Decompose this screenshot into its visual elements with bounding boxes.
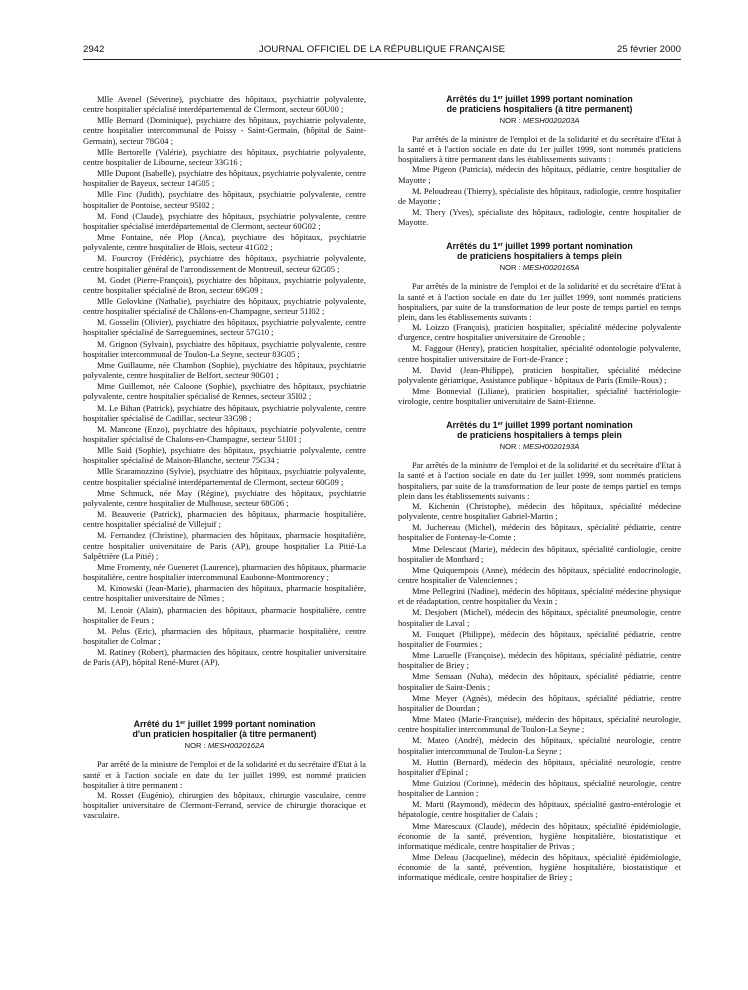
appointment-entry: M. Marti (Raymond), médecin des hôpitaux, spécialité gastro-entérologie et hépatologie, centre hospitalier de Calais ; (398, 799, 681, 820)
appointment-entry: M. Fernandez (Christine), pharmacien des hôpitaux, pharmacie hospitalière, centre hospitalier universitaire de Paris (AP), groupe hospitalier La Pitié-La Salpêtrière (La Pitié) ; (83, 530, 366, 561)
section-heading (398, 420, 681, 430)
appointment-entry: Mme Mateo (Marie-Françoise), médecin des hôpitaux, spécialité neurologie, centre hospitalier intercommunal de Toulon-La Seyne ; (398, 714, 681, 735)
appointment-entry: M. Godet (Pierre-François), psychiatre des hôpitaux, psychiatrie polyvalente, centre hospitalier spécialisé de Bron, secteur 69G09 ; (83, 274, 366, 295)
issue-date: 25 février 2000 (617, 44, 681, 55)
appointment-entry: M. Peloudreau (Thierry), spécialiste des hôpitaux, radiologie, centre hospitalier de Mayotte ; (398, 185, 681, 206)
decree-intro: Par arrêtés de la ministre de l'emploi et de la solidarité et du secrétaire d'Etat à la santé et à l'action sociale en date du 1er juillet 1999, sont nommés praticiens hospitaliers, par suite de la transformation de leur poste de temps partiel en temps plein dans les établissements suivants : (398, 460, 681, 501)
heading-text: juillet 1999 portant nomination (185, 719, 316, 730)
decree-intro: Par arrêté de la ministre de l'emploi et de la solidarité et du secrétaire d'Etat à la santé et à l'action sociale en date du 1er juillet 1999, est nommé praticien hospitalier à titre permanent : (83, 759, 366, 790)
appointment-entry: Mme Guillemot, née Caloone (Sophie), psychiatre des hôpitaux, psychiatrie polyvalente, centre hospitalier spécialisé de Rennes, secteur 35I02 ; (83, 381, 366, 402)
appointment-entry: M. Mateo (André), médecin des hôpitaux, spécialité neurologie, centre hospitalier intercommunal de Toulon-La Seyne ; (398, 735, 681, 756)
section-subheading: de praticiens hospitaliers à temps plein (457, 251, 622, 262)
heading-ordinal: er (497, 421, 503, 428)
nor-label: NOR : (499, 442, 523, 452)
appointment-entry: M. Loizzo (François), praticien hospitalier, spécialité médecine polyvalente d'urgence, centre hospitalier universitaire de Grenoble ; (398, 322, 681, 343)
appointment-entry: Mlle Finc (Judith), psychiatre des hôpitaux, psychiatrie polyvalente, centre hospitalier de Pontoise, secteur 95I02 ; (83, 189, 366, 210)
appointment-entry: M. Gosselin (Olivier), psychiatre des hôpitaux, psychiatrie polyvalente, centre hospitalier spécialisé de Sarreguemines, secteur 57G10 ; (83, 317, 366, 338)
header-rule (83, 59, 681, 60)
page-header (83, 44, 681, 58)
nor-label: NOR : (499, 116, 523, 125)
nor-reference (398, 263, 681, 273)
decree-section (398, 241, 681, 406)
appointment-entry: Mme Guiziou (Corinne), médecin des hôpitaux, spécialité neurologie, centre hospitalier de Lannion ; (398, 777, 681, 799)
appointment-entry: Mme Schmuck, née May (Régine), psychiatre des hôpitaux, psychiatrie polyvalente, centre hospitalier de Mulhouse, secteur 68G06 ; (83, 487, 366, 508)
nor-reference (398, 116, 681, 126)
right-column (398, 94, 681, 884)
appointment-entry: M. Kichenin (Christophe), médecin des hôpitaux, spécialité médecine polyvalente, centre hospitalier Gabriel-Martin ; (398, 500, 681, 522)
appointment-entry: Mme Quiquempois (Anne), médecin des hôpitaux, spécialité endocrinologie, centre hospitalier de Valenciennes ; (398, 564, 681, 585)
appointment-entry: Mlle Dupont (Isabelle), psychiatre des hôpitaux, psychiatrie polyvalente, centre hospitalier de Bayeux, secteur 14G05 ; (83, 168, 366, 189)
heading-text: Arrêtés du 1 (446, 94, 498, 104)
appointment-entry: Mme Semaan (Nuha), médecin des hôpitaux, spécialité pédiatrie, centre hospitalier de Saint-Denis ; (398, 671, 681, 692)
appointment-entry: M. Rosset (Eugénio), chirurgien des hôpitaux, chirurgie vasculaire, centre hospitalier universitaire de Clermont-Ferrand, service de chirurgie thoracique et vasculaire. (83, 789, 366, 821)
heading-ordinal: er (180, 720, 186, 727)
heading-text: Arrêté du 1 (133, 719, 181, 730)
nor-label: NOR : (499, 263, 523, 273)
appointment-entry: M. Le Bihan (Patrick), psychiatre des hôpitaux, psychiatrie polyvalente, centre hospitalier spécialisé de Cadillac, secteur 33G98 ; (83, 402, 366, 423)
section-heading (398, 241, 681, 251)
section-subheading: de praticiens hospitaliers à temps plein (457, 430, 622, 441)
appointment-entry: M. Beauverie (Patrick), pharmacien des hôpitaux, pharmacie hospitalière, centre hospitalier spécialisé de Villejuif ; (83, 509, 366, 530)
appointment-entry: Mme Pigeon (Patricia), médecin des hôpitaux, pédiatrie, centre hospitalier de Mayotte ; (398, 164, 681, 185)
section-heading (398, 94, 681, 104)
appointment-entry: M. David (Jean-Philippe), praticien hospitalier, spécialité médecine polyvalente gériatrique, Assistance publique - hôpitaux de Paris (Emile-Roux) ; (398, 364, 681, 385)
appointment-entry: Mme Fontaine, née Plop (Anca), psychiatre des hôpitaux, psychiatrie polyvalente, centre hospitalier de Blois, secteur 41G02 ; (83, 232, 366, 253)
appointment-entry: Mme Deleau (Jacqueline), médecin des hôpitaux, spécialité épidémiologie, économie de la santé, prévention, hygiène hospitalière, biostatistique et informatique médicale, centre hospitalier de Briey ; (398, 852, 681, 883)
decree-section (398, 94, 681, 227)
nor-code: MESH0020165A (522, 263, 580, 273)
decree-intro: Par arrêtés de la ministre de l'emploi et de la solidarité et du secrétaire d'Etat à la santé et à l'action sociale en date du 1er juillet 1999, sont nommés praticiens hospitaliers à titre permanent dans les établissements suivants : (398, 134, 681, 165)
heading-text: Arrêtés du 1 (446, 241, 498, 252)
appointment-entry: M. Juchereau (Michel), médecin des hôpitaux, spécialité pédiatrie, centre hospitalier de Fontenay-le-Comte ; (398, 522, 681, 543)
appointment-entry: Mlle Golovkine (Nathalie), psychiatre des hôpitaux, psychiatrie polyvalente, centre hospitalier spécialisé de Châlons-en-Champagne, secteur 51I02 ; (83, 295, 366, 317)
appointment-entry: M. Pelus (Eric), pharmacien des hôpitaux, pharmacie hospitalière, centre hospitalier de Colmar ; (83, 625, 366, 646)
appointment-entry: M. Mancone (Enzo), psychiatre des hôpitaux, psychiatrie polyvalente, centre hospitalier spécialisé de Chalons-en-Champagne, secteur 51I01 ; (83, 423, 366, 444)
appointment-entry: Mlle Said (Sophie), psychiatre des hôpitaux, psychiatrie polyvalente, centre hospitalier spécialisé de Maison-Blanche, secteur 75G34 ; (83, 445, 366, 466)
page-number: 2942 (83, 44, 105, 55)
appointment-entry: Mme Meyer (Agnès), médecin des hôpitaux, spécialité pédiatrie, centre hospitalier de Dourdan ; (398, 692, 681, 713)
decree-section (398, 420, 681, 882)
appointment-entry: Mme Fromenty, née Gueneret (Laurence), pharmacien des hôpitaux, pharmacie hospitalière, centre hospitalier intercommunal Eaubonne-Montmorency ; (83, 561, 366, 583)
appointment-entry: Mme Pellegrini (Nadine), médecin des hôpitaux, spécialité médecine physique et de réadaptation, centre hospitalier du Vexin ; (398, 586, 681, 607)
nor-reference (398, 442, 681, 452)
appointment-entry: M. Kinowski (Jean-Marie), pharmacien des hôpitaux, pharmacie hospitalière, centre hospitalier universitaire de Nîmes ; (83, 583, 366, 604)
journal-title: JOURNAL OFFICIEL DE LA RÉPUBLIQUE FRANÇAISE (258, 44, 506, 55)
decree-intro: Par arrêtés de la ministre de l'emploi et de la solidarité et du secrétaire d'Etat à la santé et à l'action sociale en date du 1er juillet 1999, sont nommés praticiens hospitaliers, par suite de la transformation de leur poste de temps partiel en temps plein, dans les établissements suivants : (398, 281, 681, 322)
left-column (83, 94, 366, 821)
heading-text: juillet 1999 portant nomination (502, 420, 633, 431)
appointment-entry: Mlle Scaramozzino (Sylvie), psychiatre des hôpitaux, psychiatrie polyvalente, centre hospitalier spécialisé interdépartemental de Clermont, secteur 60G09 ; (83, 466, 366, 487)
nor-code: MESH0020162A (207, 741, 265, 751)
appointment-entry: M. Lenoir (Alain), pharmacien des hôpitaux, pharmacie hospitalière, centre hospitalier de Feurs ; (83, 604, 366, 625)
heading-text: juillet 1999 portant nomination (502, 241, 633, 252)
appointment-entry: Mlle Avenel (Séverine), psychiatre des hôpitaux, psychiatrie polyvalente, centre hospitalier spécialisé interdépartemental de Clermont, secteur 60U00 ; (83, 94, 366, 115)
appointment-entry: M. Fourcroy (Frédéric), psychiatre des hôpitaux, psychiatrie polyvalente, centre hospitalier général de l'arrondissement de Montreuil, secteur 62G05 ; (83, 253, 366, 274)
nor-code: MESH0020203A (522, 116, 580, 125)
nor-code: MESH0020193A (522, 442, 580, 452)
appointment-entry: Mlle Bertorelle (Valérie), psychiatre des hôpitaux, psychiatrie polyvalente, centre hospitalier de Libourne, secteur 33G16 ; (83, 146, 366, 167)
appointment-entry: M. Faggour (Henry), praticien hospitalier, spécialité odontologie polyvalente, centre hospitalier universitaire de Fort-de-France ; (398, 343, 681, 364)
appointment-entry: Mme Laruelle (Françoise), médecin des hôpitaux, spécialité pédiatrie, centre hospitalier de Briey ; (398, 650, 681, 671)
section-subheading: d'un praticien hospitalier (à titre permanent) (132, 729, 317, 740)
section-subheading: de praticiens hospitaliers (à titre permanent) (446, 104, 633, 114)
appointment-entry: M. Huttin (Bernard), médecin des hôpitaux, spécialité neurologie, centre hospitalier d'Epinal ; (398, 756, 681, 777)
decree-section (83, 719, 366, 820)
appointment-entry: M. Thery (Yves), spécialiste des hôpitaux, radiologie, centre hospitalier de Mayotte. (398, 207, 681, 228)
heading-text: juillet 1999 portant nomination (502, 94, 633, 104)
appointment-entry: M. Fond (Claude), psychiatre des hôpitaux, psychiatrie polyvalente, centre hospitalier spécialisé interdépartemental de Clermont, secteur 60G02 ; (83, 210, 366, 231)
appointment-entry: M. Fouquet (Philippe), médecin des hôpitaux, spécialité pédiatrie, centre hospitalier de Fourmies ; (398, 628, 681, 649)
appointment-entry: M. Ratiney (Robert), pharmacien des hôpitaux, centre hospitalier universitaire de Paris (AP), hôpital René-Muret (AP). (83, 647, 366, 668)
appointment-entry: M. Desjobert (Michel), médecin des hôpitaux, spécialité pneumologie, centre hospitalier de Laval ; (398, 607, 681, 628)
appointment-entry: Mme Bonnevial (Liliane), praticien hospitalier, spécialité bactériologie-virologie, centre hospitalier universitaire de Saint-Etienne. (398, 385, 681, 407)
section-heading (83, 719, 366, 729)
appointment-entry: Mme Delescaut (Marie), médecin des hôpitaux, spécialité cardiologie, centre hospitalier de Montbard ; (398, 543, 681, 564)
heading-ordinal: er (497, 242, 503, 249)
appointment-entry: Mlle Bernard (Dominique), psychiatre des hôpitaux, psychiatrie polyvalente, centre hospitalier intercommunal de Poissy - Saint-Germain, (hôpital de Saint-Germain), secteur 78G04 ; (83, 115, 366, 146)
appointment-entry: Mme Marescaux (Claude), médecin des hôpitaux, spécialité épidémiologie, économie de la santé, prévention, hygiène hospitalière, biostatistique et informatique médicale, centre hospitalier de Privas ; (398, 820, 681, 851)
nor-label: NOR : (184, 741, 208, 751)
heading-text: Arrêtés du 1 (446, 420, 498, 431)
appointment-entry: M. Grignon (Sylvain), psychiatre des hôpitaux, psychiatrie polyvalente, centre hospitalier intercommunal de Toulon-La Seyne, secteur 83G05 ; (83, 338, 366, 359)
nor-reference (83, 741, 366, 751)
appointment-entry: Mme Guillaume, née Chambon (Sophie), psychiatre des hôpitaux, psychiatrie polyvalente, centre hospitalier de Belfort, secteur 90G01 ; (83, 359, 366, 381)
heading-ordinal: er (497, 95, 503, 101)
